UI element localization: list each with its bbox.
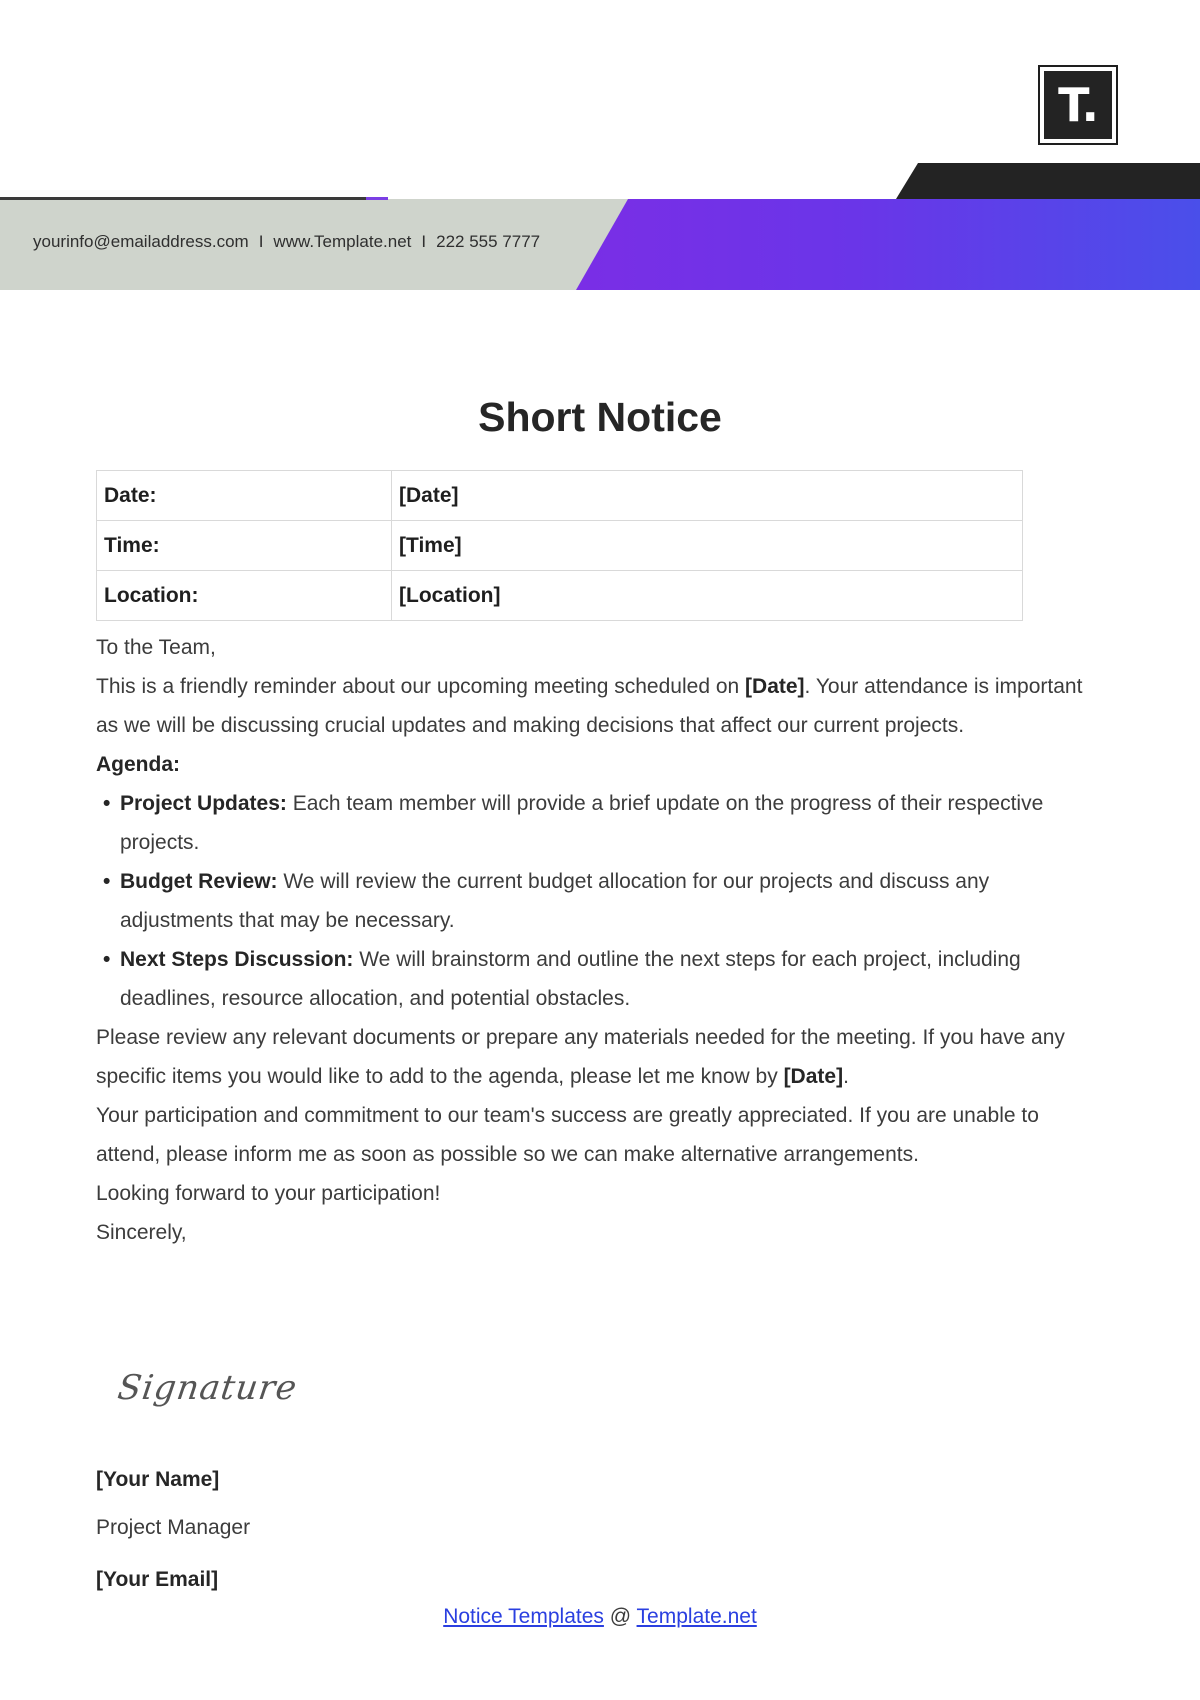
review-text-end: . — [843, 1065, 849, 1088]
contact-separator: I — [258, 232, 264, 251]
page-title: Short Notice — [478, 394, 722, 440]
brand-logo — [1038, 65, 1118, 145]
closing: Sincerely, — [96, 1221, 187, 1244]
intro-text-end: . Your attendance is important as we will be discussing crucial updates and making decisions that affect our current projects. — [96, 675, 1083, 737]
intro-date: [Date] — [745, 675, 805, 698]
table-cell-value: [Date] — [392, 471, 1023, 521]
header-divider-accent — [366, 197, 388, 200]
table-cell-label: Date: — [97, 471, 392, 521]
looking-forward: Looking forward to your participation! — [96, 1182, 441, 1205]
header-dark-band — [896, 163, 1200, 199]
agenda-item-title: Project Updates: — [120, 792, 287, 815]
agenda-item-title: Budget Review: — [120, 870, 278, 893]
contact-phone: 222 555 7777 — [436, 232, 541, 251]
agenda-heading: Agenda: — [96, 753, 180, 776]
table-row — [97, 571, 1023, 621]
sender-name: [Your Name] — [96, 1468, 220, 1491]
header-divider-line — [0, 197, 372, 200]
contact-website: www.Template.net — [273, 232, 412, 251]
notice-body — [96, 628, 1096, 1252]
signature: Signature — [115, 1368, 300, 1408]
intro-paragraph — [96, 667, 1096, 745]
participation-paragraph: Your participation and commitment to our team's success are greatly appreciated. If you are unable to attend, please inform me as soon as possible so we can make alternative arrangements. — [96, 1104, 1039, 1166]
sender-role: Project Manager — [96, 1516, 251, 1539]
list-item — [96, 940, 1096, 1018]
agenda-item-title: Next Steps Discussion: — [120, 948, 354, 971]
intro-text-start: This is a friendly reminder about our upcoming meeting scheduled on — [96, 675, 746, 698]
template-net-link[interactable]: Template.net — [636, 1605, 757, 1628]
logo-text: T. — [1044, 71, 1112, 139]
review-text-start: Please review any relevant documents or prepare any materials needed for the meeting. If you have any specific items you would like to add to the agenda, please let me know by — [96, 1026, 1065, 1088]
sender-email: [Your Email] — [96, 1568, 219, 1591]
footer-at: @ — [609, 1605, 632, 1628]
notice-templates-link[interactable]: Notice Templates — [443, 1605, 604, 1628]
table-cell-label: Time: — [97, 521, 392, 571]
list-item — [96, 862, 1096, 940]
footer — [0, 1605, 1200, 1629]
table-cell-label: Location: — [97, 571, 392, 621]
notice-info-table — [96, 470, 1023, 621]
agenda-item-text: Each team member will provide a brief update on the progress of their respective projects. — [120, 792, 1044, 854]
table-cell-value: [Location] — [392, 571, 1023, 621]
table-row — [97, 521, 1023, 571]
review-date: [Date] — [783, 1065, 844, 1088]
agenda-list — [96, 784, 1096, 1018]
table-row — [97, 471, 1023, 521]
contact-info — [33, 232, 540, 252]
agenda-item-text: We will review the current budget allocation for our projects and discuss any adjustments that may be necessary. — [120, 870, 990, 932]
list-item — [96, 784, 1096, 862]
header-accent-band — [576, 199, 1200, 290]
review-paragraph — [96, 1018, 1096, 1096]
agenda-item-text: We will brainstorm and outline the next steps for each project, including deadlines, resource allocation, and potential obstacles. — [120, 948, 1021, 1010]
contact-separator: I — [421, 232, 427, 251]
contact-email: yourinfo@emailaddress.com — [33, 232, 249, 251]
table-cell-value: [Time] — [392, 521, 1023, 571]
greeting: To the Team, — [96, 636, 216, 659]
